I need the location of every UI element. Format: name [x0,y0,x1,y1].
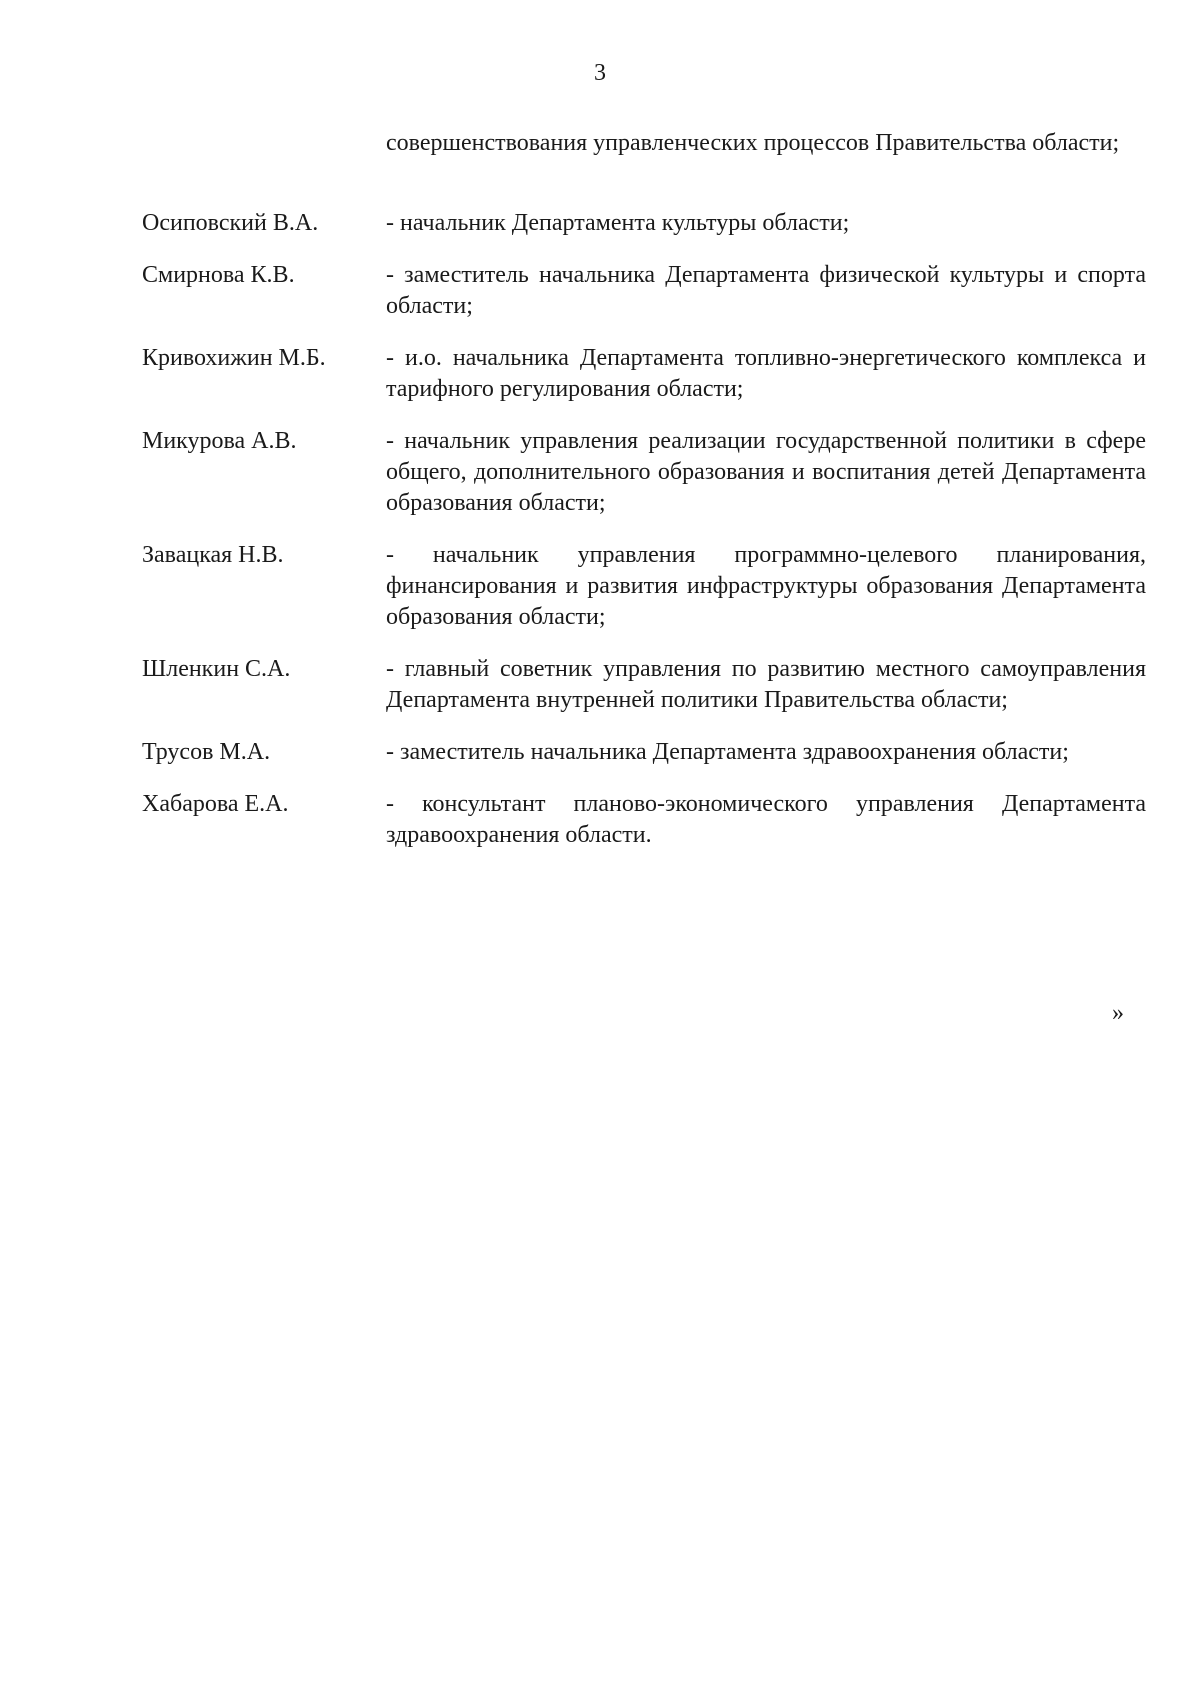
member-position: - заместитель начальника Департамента физической культуры и спорта области; [386,262,1146,319]
member-name: Осиповский В.А. [142,210,319,236]
member-position: - начальник Департамента культуры области; [386,210,850,236]
member-entry [142,540,1146,633]
member-position: - заместитель начальника Департамента здравоохранения области; [386,739,1069,765]
member-name: Смирнова К.В. [142,262,295,288]
member-entry [142,654,1146,716]
member-name: Хабарова Е.А. [142,791,289,817]
member-entry [142,737,1146,768]
member-list [142,208,1146,872]
member-name: Трусов М.А. [142,739,271,765]
continuation-text: совершенствования управленческих процессов Правительства области; [386,130,1120,156]
member-entry [142,789,1146,851]
member-position: - консультант планово-экономического управления Департамента здравоохранения области. [386,791,1146,848]
member-entry [142,426,1146,519]
closing-quote-mark: » [1112,1000,1124,1026]
member-entry [142,343,1146,405]
page-number: 3 [594,60,606,86]
member-name: Шленкин С.А. [142,656,291,682]
member-position: - главный советник управления по развитию местного самоуправления Департамента внутренней политики Правительства области; [386,656,1146,713]
member-name: Завацкая Н.В. [142,542,284,568]
member-entry [142,260,1146,322]
member-position: - начальник управления реализации государственной политики в сфере общего, дополнительного образования и воспитания детей Департамента образования области; [386,428,1146,516]
member-entry [142,208,1146,239]
member-position: - начальник управления программно-целевого планирования, финансирования и развития инфраструктуры образования Департамента образования области; [386,542,1146,630]
member-name: Микурова А.В. [142,428,297,454]
member-name: Кривохижин М.Б. [142,345,326,371]
member-position: - и.о. начальника Департамента топливно-энергетического комплекса и тарифного регулирования области; [386,345,1146,402]
